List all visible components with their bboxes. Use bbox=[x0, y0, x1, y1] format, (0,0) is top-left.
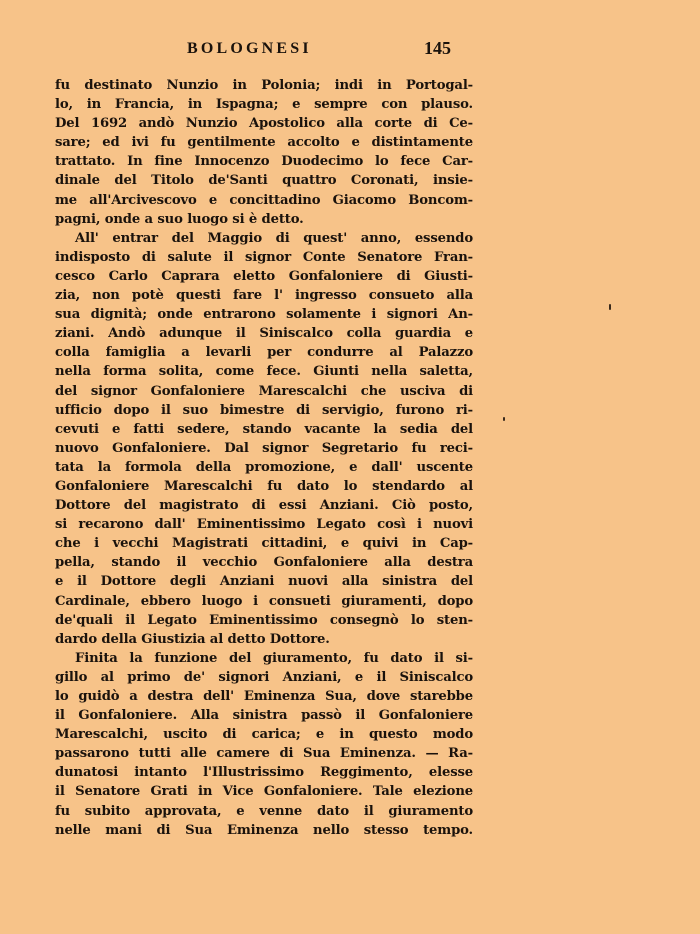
text-line: il Gonfaloniere. Alla sinistra passò il Gonfaloniere bbox=[55, 708, 473, 724]
text-line: nuovo Gonfaloniere. Dal signor Segretario fu reci- bbox=[55, 440, 473, 456]
text-line: lo guidò a destra dell' Eminenza Sua, dove starebbe bbox=[55, 689, 473, 704]
body-text bbox=[55, 76, 473, 840]
running-head bbox=[55, 38, 473, 64]
text-line: zia, non potè questi fare l' ingresso consueto alla bbox=[55, 288, 473, 304]
text-line: che i vecchi Magistrati cittadini, e quivi in Cap- bbox=[55, 536, 473, 552]
text-line: Marescalchi, uscito di carica; e in questo modo bbox=[55, 727, 473, 743]
paragraph-3 bbox=[55, 649, 473, 840]
text-line: Gonfaloniere Marescalchi fu dato lo stendardo al bbox=[55, 478, 473, 494]
text-line: de'quali il Legato Eminentissimo consegnò lo sten- bbox=[55, 612, 473, 628]
text-line: Finita la funzione del giuramento, fu dato il si- bbox=[75, 650, 473, 666]
text-line: All' entrar del Maggio di quest' anno, essendo bbox=[75, 230, 473, 246]
ink-speck bbox=[503, 417, 505, 421]
text-line: colla famiglia a levarli per condurre al Palazzo bbox=[55, 345, 473, 361]
text-line: cevuti e fatti sedere, stando vacante la sedia del bbox=[55, 421, 473, 437]
text-line: dardo della Giustizia al detto Dottore. bbox=[55, 631, 330, 647]
text-line: ufficio dopo il suo bimestre di servigio, furono ri- bbox=[55, 402, 473, 418]
page-number: 145 bbox=[424, 38, 451, 58]
ink-speck bbox=[609, 304, 611, 310]
text-line: sare; ed ivi fu gentilmente accolto e distintamente bbox=[55, 135, 473, 151]
text-line: il Senatore Grati in Vice Gonfaloniere. Tale elezione bbox=[55, 784, 473, 800]
paragraph-2 bbox=[55, 229, 473, 649]
text-line: Del 1692 andò Nunzio Apostolico alla corte di Ce- bbox=[55, 116, 473, 132]
text-line: Dottore del magistrato di essi Anziani. Ciò posto, bbox=[55, 498, 473, 514]
text-line: lo, in Francia, in Ispagna; e sempre con plauso. bbox=[55, 97, 473, 113]
text-line: indisposto di salute il signor Conte Senatore Fran- bbox=[55, 249, 473, 265]
text-line: Cardinale, ebbero luogo i consueti giuramenti, dopo bbox=[55, 593, 473, 609]
paragraph-1 bbox=[55, 76, 473, 229]
text-line: cesco Carlo Caprara eletto Gonfaloniere di Giusti- bbox=[55, 268, 473, 284]
text-line: trattato. In fine Innocenzo Duodecimo lo fece Car- bbox=[55, 154, 473, 170]
text-line: sua dignità; onde entrarono solamente i signori An- bbox=[55, 307, 473, 323]
text-line: gillo al primo de' signori Anziani, e il Siniscalco bbox=[55, 669, 473, 685]
text-line: tata la formola della promozione, e dall' uscente bbox=[55, 459, 473, 475]
text-line: dunatosi intanto l'Illustrissimo Reggimento, elesse bbox=[55, 765, 473, 781]
text-line: pagni, onde a suo luogo si è detto. bbox=[55, 211, 304, 227]
text-line: fu destinato Nunzio in Polonia; indi in Portogal- bbox=[55, 78, 473, 93]
text-line: ziani. Andò adunque il Siniscalco colla guardia e bbox=[55, 326, 473, 342]
text-line: e il Dottore degli Anziani nuovi alla sinistra del bbox=[55, 574, 473, 590]
text-line: me all'Arcivescovo e concittadino Giacomo Boncom- bbox=[55, 192, 473, 208]
running-title: BOLOGNESI bbox=[187, 40, 312, 57]
text-line: nelle mani di Sua Eminenza nello stesso tempo. bbox=[55, 822, 473, 838]
text-line: si recarono dall' Eminentissimo Legato così i nuovi bbox=[55, 517, 473, 533]
text-line: dinale del Titolo de'Santi quattro Coronati, insie- bbox=[55, 173, 473, 189]
text-line: passarono tutti alle camere di Sua Eminenza. — Ra- bbox=[55, 746, 473, 762]
text-line: del signor Gonfaloniere Marescalchi che usciva di bbox=[55, 383, 473, 399]
text-line: nella forma solita, come fece. Giunti nella saletta, bbox=[55, 364, 473, 380]
book-page bbox=[55, 38, 473, 840]
text-line: fu subito approvata, e venne dato il giuramento bbox=[55, 803, 473, 819]
text-line: pella, stando il vecchio Gonfaloniere alla destra bbox=[55, 555, 473, 571]
